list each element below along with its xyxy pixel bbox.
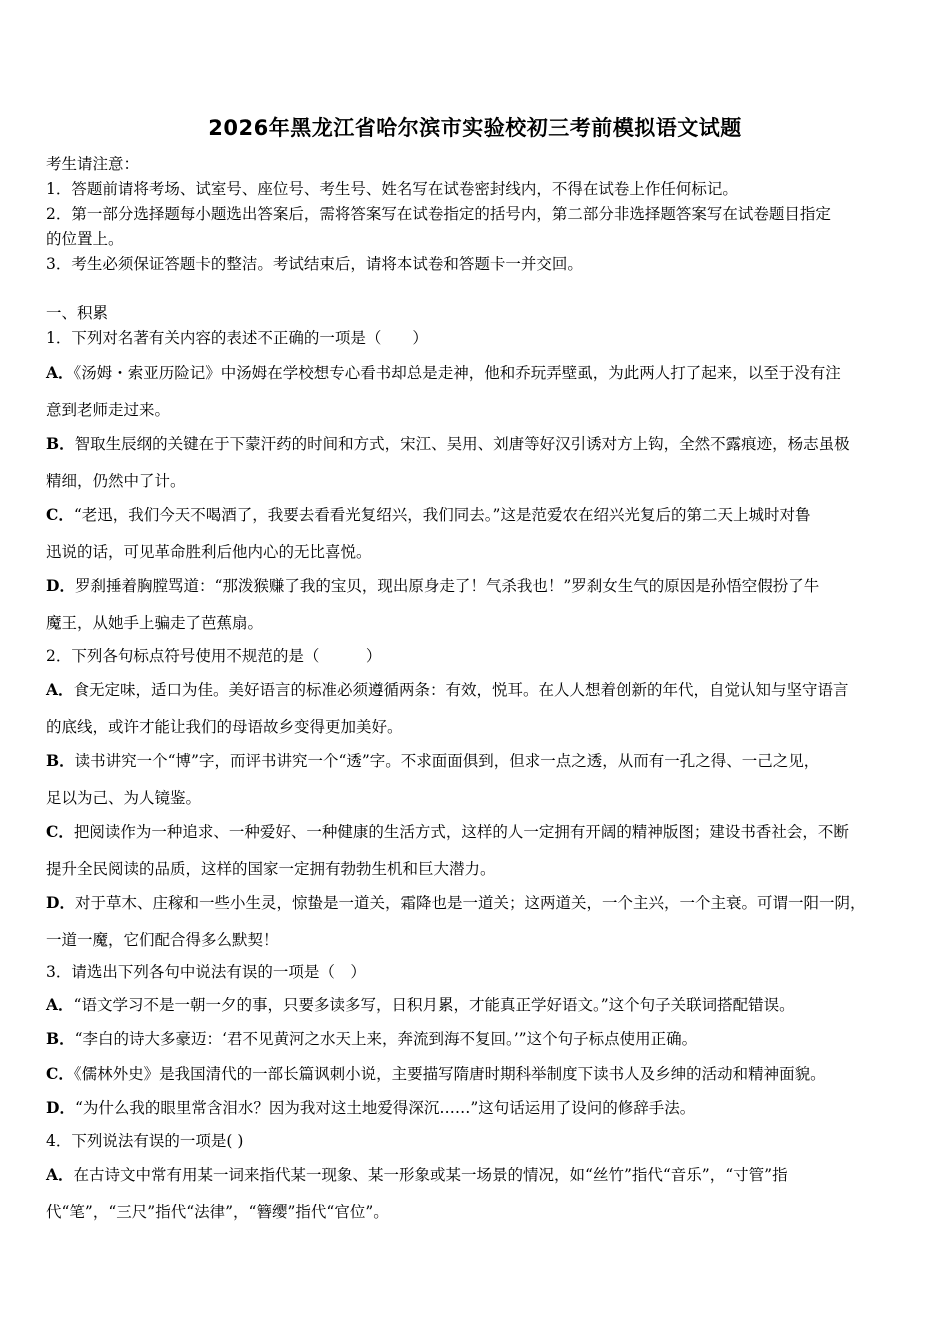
notice-line: 3．考生必须保证答题卡的整洁。考试结束后，请将本试卷和答题卡一并交回。: [46, 255, 583, 273]
option-text: 把阅读作为一种追求、一种爱好、一种健康的生活方式，这样的人一定拥有开阔的精神版图；建设书香社会，不断: [73, 823, 849, 841]
question-2-option-c: [46, 820, 849, 842]
question-1-option-d: [46, 574, 819, 596]
option-text-cont: 提升全民阅读的品质，这样的国家一定拥有勃勃生机和巨大潜力。: [46, 860, 496, 878]
option-text: “老迅，我们今天不喝酒了，我要去看看光复绍兴，我们同去。”这是范爱农在绍兴光复后的第二天上城时对鲁: [73, 506, 811, 524]
question-2-option-b: [46, 749, 819, 771]
question-1-option-b: [46, 432, 850, 454]
option-text: 对于草木、庄稼和一些小生灵，惊蛰是一道关，霜降也是一道关；这两道关，一个主兴，一个主衰。可谓一阳一阴，: [74, 894, 866, 912]
notice-line: 的位置上。: [46, 230, 124, 248]
question-2-option-d: [46, 891, 865, 913]
option-label: A．: [46, 680, 74, 699]
option-label: D．: [46, 1098, 75, 1117]
option-text: 《汤姆・索亚历险记》中汤姆在学校想专心看书却总是走神，他和乔玩弄壁虱，为此两人打了起来，以至于没有注: [73, 364, 841, 382]
notice-line: 1．答题前请将考场、试室号、座位号、考生号、姓名写在试卷密封线内，不得在试卷上作任何标记。: [46, 180, 738, 198]
option-label: C．: [46, 1064, 74, 1083]
option-text-cont: 迅说的话，可见革命胜利后他内心的无比喜悦。: [46, 543, 372, 561]
option-text: 在古诗文中常有用某一词来指代某一现象、某一形象或某一场景的情况，如“丝竹”指代“音乐”，“寸管”指: [73, 1166, 788, 1184]
question-4-stem: 4．下列说法有误的一项是( ): [46, 1132, 244, 1150]
option-text-cont: 代“笔”，“三尺”指代“法律”，“簪缨”指代“官位”。: [46, 1203, 389, 1221]
option-text: 罗刹捶着胸膛骂道：“那泼猴赚了我的宝贝，现出原身走了！气杀我也！”罗刹女生气的原因是孙悟空假扮了牛: [74, 577, 820, 595]
question-3-option-d: [46, 1096, 695, 1118]
question-2-option-a: [46, 678, 849, 700]
section-heading: 一、积累: [46, 304, 109, 322]
option-label: A．: [46, 995, 74, 1014]
option-label: B．: [46, 751, 75, 770]
option-text: “李白的诗大多豪迈：‘君不见黄河之水天上来，奔流到海不复回。’”这个句子标点使用正确。: [74, 1030, 698, 1048]
question-3-option-b: [46, 1027, 697, 1049]
question-4-option-a: [46, 1163, 788, 1185]
exam-title: 2026年黑龙江省哈尔滨市实验校初三考前模拟语文试题: [208, 116, 742, 140]
question-1-stem: 1．下列对名著有关内容的表述不正确的一项是（ ）: [46, 329, 428, 347]
option-text-cont: 意到老师走过来。: [46, 401, 171, 419]
question-3-stem: 3．请选出下列各句中说法有误的一项是（ ）: [46, 963, 366, 981]
question-3-option-a: [46, 993, 795, 1015]
question-1-option-c: [46, 503, 810, 525]
option-label: A．: [46, 1165, 74, 1184]
option-text: 智取生辰纲的关键在于下蒙汗药的时间和方式，宋江、吴用、刘唐等好汉引诱对方上钩，全然不露痕迹，杨志虽极: [74, 435, 850, 453]
notice-line: 2．第一部分选择题每小题选出答案后，需将答案写在试卷指定的括号内，第二部分非选择题答案写在试卷题目指定: [46, 205, 831, 223]
option-label: B．: [46, 1029, 75, 1048]
option-text-cont: 魔王，从她手上骗走了芭蕉扇。: [46, 614, 264, 632]
option-label: D．: [46, 893, 75, 912]
option-text-cont: 一道一魔，它们配合得多么默契！: [46, 931, 279, 949]
option-label: C．: [46, 505, 74, 524]
option-text-cont: 足以为己、为人镜鉴。: [46, 789, 202, 807]
option-text: “语文学习不是一朝一夕的事，只要多读多写，日积月累，才能真正学好语文。”这个句子关联词搭配错误。: [73, 996, 795, 1014]
notice-heading: 考生请注意：: [46, 155, 140, 173]
option-text: 读书讲究一个“博”字，而评书讲究一个“透”字。不求面面俱到，但求一点之透，从而有一孔之得、一己之见，: [74, 752, 820, 770]
option-text-cont: 精细，仍然中了计。: [46, 472, 186, 490]
question-2-stem: 2．下列各句标点符号使用不规范的是（ ）: [46, 647, 382, 665]
option-text: 食无定味，适口为佳。美好语言的标准必须遵循两条：有效，悦耳。在人人想着创新的年代，自觉认知与坚守语言: [73, 681, 849, 699]
question-1-option-a: [46, 361, 841, 383]
option-text-cont: 的底线，或许才能让我们的母语故乡变得更加美好。: [46, 718, 403, 736]
option-text: 《儒林外史》是我国清代的一部长篇讽刺小说，主要描写隋唐时期科举制度下读书人及乡绅的活动和精神面貌。: [73, 1065, 826, 1083]
option-label: C．: [46, 822, 74, 841]
option-label: B．: [46, 434, 75, 453]
option-label: D．: [46, 576, 75, 595]
option-text: “为什么我的眼里常含泪水？因为我对这土地爱得深沉……”这句话运用了设问的修辞手法。: [74, 1099, 696, 1117]
question-3-option-c: [46, 1062, 826, 1084]
option-label: A．: [46, 363, 74, 382]
